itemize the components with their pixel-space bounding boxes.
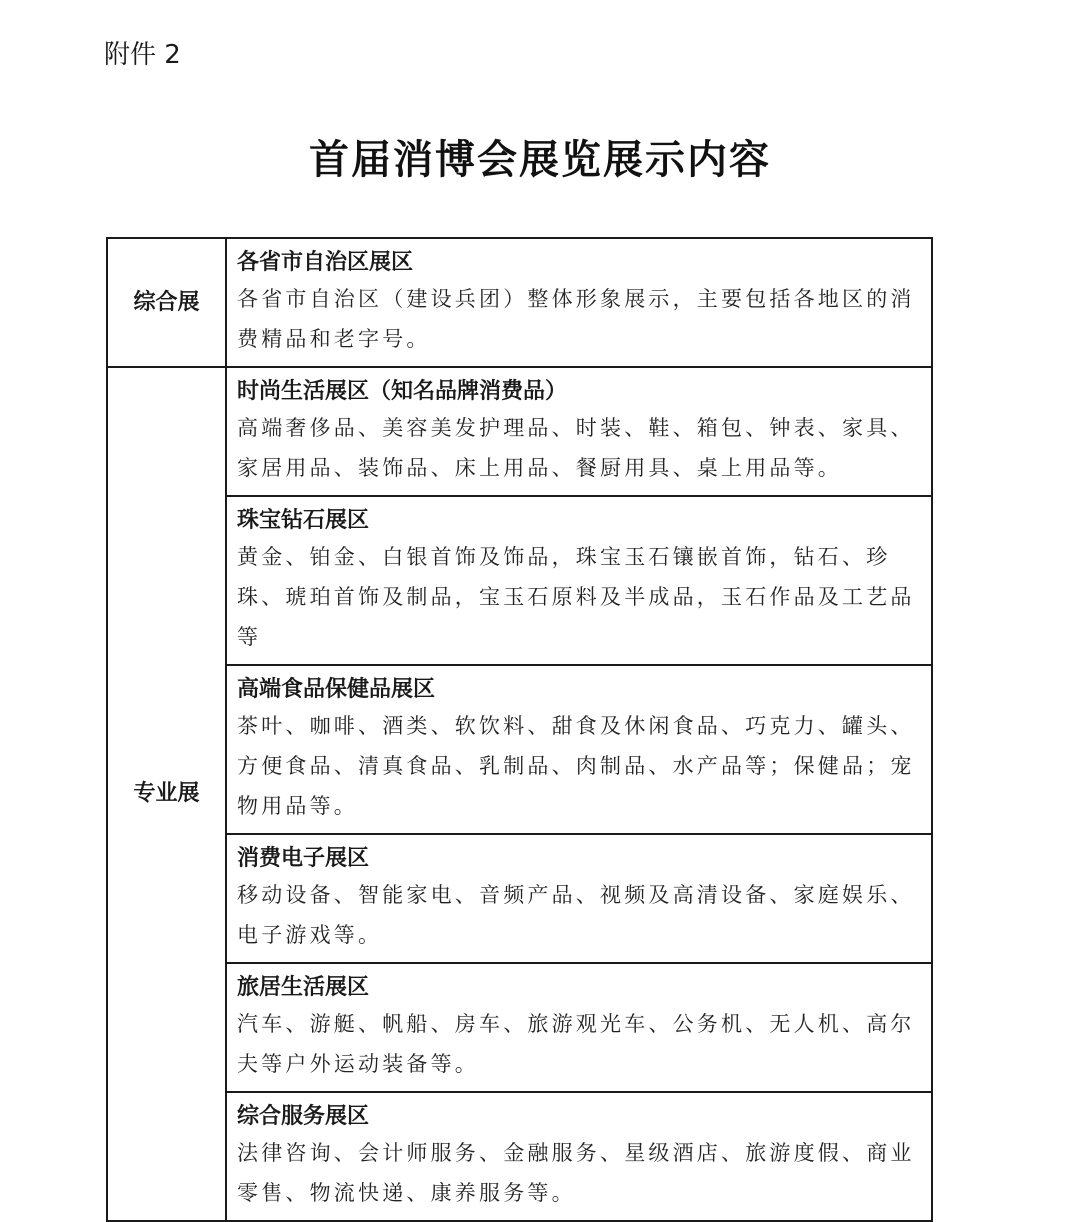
zone-cell bbox=[226, 1092, 932, 1221]
zone-description: 移动设备、智能家电、音频产品、视频及高清设备、家庭娱乐、电子游戏等。 bbox=[237, 883, 915, 947]
zone-name: 各省市自治区展区 bbox=[237, 250, 414, 275]
zone-cell bbox=[226, 665, 932, 834]
zone-name: 高端食品保健品展区 bbox=[237, 677, 436, 702]
zone-name: 综合服务展区 bbox=[237, 1104, 370, 1129]
zone-cell bbox=[226, 367, 932, 496]
zone-description: 各省市自治区（建设兵团）整体形象展示，主要包括各地区的消费精品和老字号。 bbox=[237, 287, 915, 351]
table-row bbox=[107, 1092, 932, 1221]
zone-description: 茶叶、咖啡、酒类、软饮料、甜食及休闲食品、巧克力、罐头、方便食品、清真食品、乳制品、肉制品、水产品等；保健品；宠物用品等。 bbox=[237, 714, 915, 818]
zone-cell bbox=[226, 496, 932, 665]
table-row bbox=[107, 834, 932, 963]
table-row bbox=[107, 496, 932, 665]
document-title: 首届消博会展览展示内容 bbox=[309, 136, 771, 183]
zone-description: 黄金、铂金、白银首饰及饰品，珠宝玉石镶嵌首饰，钻石、珍珠、琥珀首饰及制品，宝玉石原料及半成品，玉石作品及工艺品等 bbox=[237, 545, 915, 649]
category-cell-comprehensive: 综合展 bbox=[107, 238, 226, 367]
zone-description: 法律咨询、会计师服务、金融服务、星级酒店、旅游度假、商业零售、物流快递、康养服务等。 bbox=[237, 1141, 915, 1205]
attachment-label: 附件 2 bbox=[104, 40, 181, 70]
zone-cell bbox=[226, 238, 932, 367]
zone-description: 汽车、游艇、帆船、房车、旅游观光车、公务机、无人机、高尔夫等户外运动装备等。 bbox=[237, 1012, 915, 1076]
zone-cell bbox=[226, 963, 932, 1092]
exhibition-table bbox=[106, 237, 933, 1222]
zone-name: 消费电子展区 bbox=[237, 846, 370, 871]
zone-name: 珠宝钻石展区 bbox=[237, 508, 370, 533]
table-row bbox=[107, 238, 932, 367]
table-row bbox=[107, 963, 932, 1092]
zone-description: 高端奢侈品、美容美发护理品、时装、鞋、箱包、钟表、家具、家居用品、装饰品、床上用品、餐厨用具、桌上用品等。 bbox=[237, 416, 915, 480]
table-row bbox=[107, 367, 932, 496]
zone-name: 时尚生活展区（知名品牌消费品） bbox=[237, 379, 568, 404]
category-cell-professional: 专业展 bbox=[107, 367, 226, 1221]
zone-cell bbox=[226, 834, 932, 963]
zone-name: 旅居生活展区 bbox=[237, 975, 370, 1000]
table-row bbox=[107, 665, 932, 834]
